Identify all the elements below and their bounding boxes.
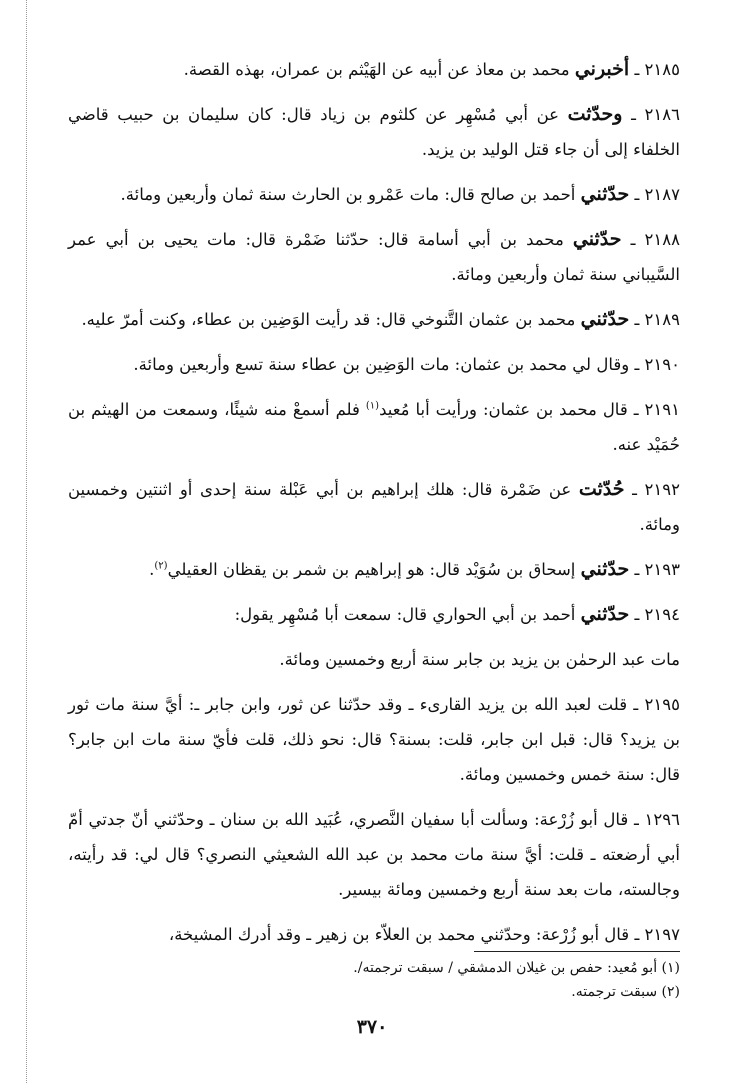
entry-text: محمد بن عثمان التَّنوخي قال: قد رأيت الوَضِين بن عطاء، وكنت أمرّ عليه. [81,310,581,329]
entry-number: ٢١٩٣ ـ [634,560,680,579]
entry-number: ٢١٩٠ ـ [634,355,680,374]
entry-number: ٢١٨٥ ـ [634,60,680,79]
entry-number: ١٢٩٦ ـ [634,810,680,829]
entry-number: ٢١٩١ ـ [633,400,680,419]
entry [68,177,680,212]
entry-keyword: حدّثني [572,228,622,250]
entry-keyword: حدّثني [580,308,630,330]
entry [68,52,680,87]
entry [68,642,680,677]
entries-list [68,52,680,952]
entry-number: ٢١٩٤ ـ [634,605,680,624]
margin-dotted-line [26,0,27,1083]
page-number: ٣٧٠ [356,1016,388,1038]
entry-keyword: وحدّثت [567,103,623,125]
page-body [68,52,680,962]
entry-text: محمد بن معاذ عن أبيه عن الهَيْثم بن عمران، بهذه القصة. [183,60,575,79]
entry-text: محمد بن أبي أسامة قال: حدّثنا ضَمْرة قال: مات يحيى بن أبي عمر السَّيباني سنة ثمان وأربعين ومائة. [68,230,680,284]
entry-number: ٢١٨٩ ـ [634,310,680,329]
entry-text: وقال لي محمد بن عثمان: مات الوَضِين بن عطاء سنة تسع وأربعين ومائة. [133,355,630,374]
entry-text: عن ضَمْرة قال: هلك إبراهيم بن أبي عَبْلة سنة إحدى أو اثنتين وخمسين ومائة. [68,480,680,534]
entry-text: أحمد بن أبي الحواري قال: سمعت أبا مُسْهِر يقول: [234,605,581,624]
entry-number: ٢١٨٧ ـ [634,185,680,204]
entry-text: إسحاق بن سُوَيْد قال: هو إبراهيم بن شمر بن يقظان العقيلي [167,560,581,579]
footnote-2: (٢) سبقت ترجمته. [571,984,680,1000]
entry-keyword: أخبرني [574,58,630,80]
entry-text: عن أبي مُسْهِر عن كلثوم بن زياد قال: كان سليمان بن حبيب قاضي الخلفاء إلى أن جاء قتل الوليد بن يزيد. [68,105,680,159]
entry-keyword: حدّثني [580,183,630,205]
entry-text: مات عبد الرحمٰن بن يزيد بن جابر سنة أربع وخمسين ومائة. [279,650,680,669]
entry-keyword: حدّثني [580,558,630,580]
entry-number: ٢١٩٧ ـ [634,925,680,944]
entry [68,392,680,462]
footnote-ref: (٢) [154,560,168,572]
entry [68,802,680,907]
entry [68,472,680,542]
entry-text: قال أبو زُرْعة: وسألت أبا سفيان النَّصري، عُبَيد الله بن سنان ـ وحدّثني أنّ جدتي أمّ أبي أرضعته ـ قلت: أيَّ سنة مات محمد بن عبد الله الشعيثي النصري؟ قال لي: قد رأيته، وجالسته، مات بعد سنة أربع وخمسين ومائة بيسير. [68,810,680,899]
entry-keyword: حدّثني [580,603,630,625]
entry-text: قال أبو زُرْعة: وحدّثني محمد بن العلاّء بن زهير ـ وقد أدرك المشيخة، [168,925,630,944]
entry [68,97,680,167]
entry [68,347,680,382]
footnote-separator [474,951,680,952]
entry [68,597,680,632]
entry [68,302,680,337]
entry [68,552,680,587]
entry-number: ٢١٩٥ ـ [633,695,680,714]
entry-keyword: حُدّثت [578,478,625,500]
entry [68,222,680,292]
footnotes [68,956,680,1004]
entry-text: قال محمد بن عثمان: ورأيت أبا مُعيد [379,400,628,419]
entry-number: ٢١٨٦ ـ [631,105,680,124]
entry-text: قلت لعبد الله بن يزيد القارىء ـ وقد حدّثنا عن ثور، وابن جابر ـ: أيَّ سنة مات ثور بن يزيد؟ قال: قبل ابن جابر، قلت: بسنة؟ قال: نحو ذلك، قلت فأيّ سنة مات ابن جابر؟ قال: سنة خمس وخمسين ومائة. [68,695,680,784]
entry-text-continued: فلم أسمعْ منه شيئًا، وسمعت من الهيثم بن حُمَيْد عنه. [68,400,680,454]
footnote-1: (١) أبو مُعيد: حفص بن غيلان الدمشقي / سبقت ترجمته/. [353,960,680,976]
entry [68,917,680,952]
footnote-ref: (١) [365,400,380,412]
entry-text: أحمد بن صالح قال: مات عَمْرو بن الحارث سنة ثمان وأربعين ومائة. [120,185,581,204]
entry-number: ٢١٩٢ ـ [632,480,680,499]
entry-number: ٢١٨٨ ـ [630,230,680,249]
entry-text-continued: . [149,560,155,579]
entry [68,687,680,792]
